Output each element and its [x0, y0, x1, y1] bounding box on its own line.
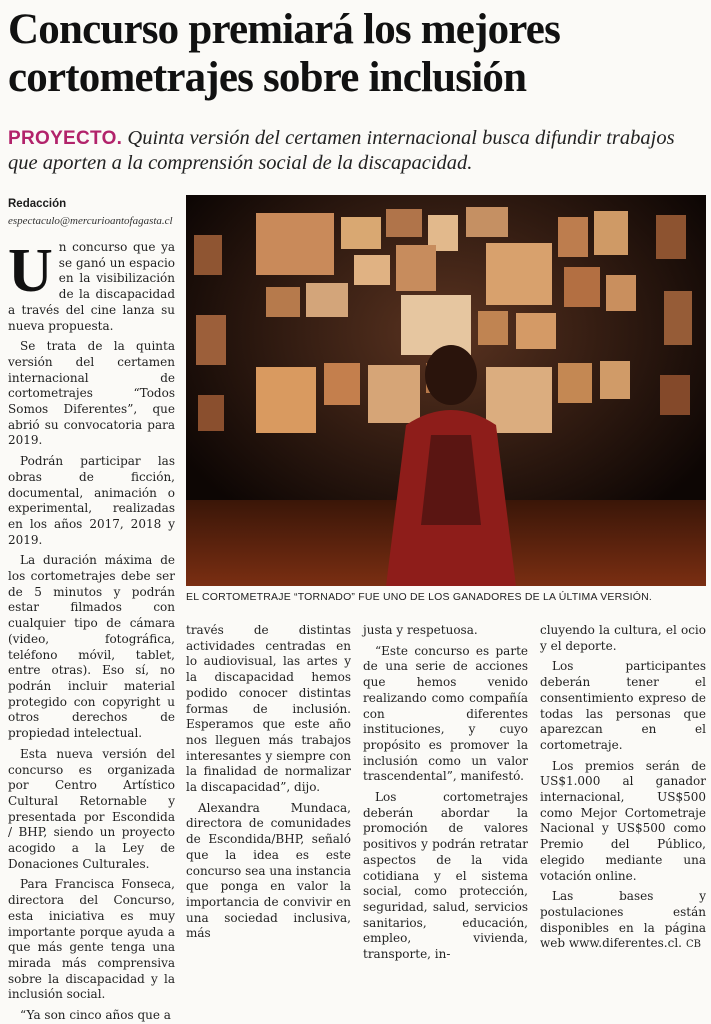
article-paragraph: Se trata de la quinta versión del certamen internacional de cortometrajes “Todos Somos Diferentes”, que abrió su convocatoria para 2019. [8, 339, 175, 448]
article-column-4 [540, 623, 706, 951]
article-paragraph: “Este concurso es parte de una serie de acciones que hemos venido realizando como compañía con diferentes instituciones, y cuyo propósito es promover la inclusión como un valor trascendental”, manifestó. [363, 643, 528, 784]
article-paragraph: Para Francisca Fonseca, directora del Concurso, esta iniciativa es muy importante porque ayuda a que más gente tenga una mirada más comprensiva sobre la discapacidad y la inclusión social. [8, 877, 175, 1002]
article-photo [186, 195, 706, 586]
photo-caption: EL CORTOMETRAJE “TORNADO” FUE UNO DE LOS GANADORES DE LA ÚLTIMA VERSIÓN. [186, 591, 652, 603]
standfirst-kicker: PROYECTO. [8, 128, 123, 149]
article-paragraph: Alexandra Mundaca, directora de comunidades de Escondida/BHP, señaló que la idea es este concurso sea una instancia que ponga en valor la importancia de convivir en una sociedad inclusiva, más [186, 800, 351, 941]
article-paragraph: Esta nueva versión del concurso es organizada por Centro Artístico Cultural Retornable y presentada por Escondida / BHP, siendo un proyecto acogido a la Ley de Donaciones Culturales. [8, 746, 175, 871]
byline: Redacción [8, 198, 67, 210]
paragraph-text: n concurso que ya se ganó un espacio en la visibilización de la discapacidad a través del cine lanza su nueva propuesta. [8, 240, 175, 333]
article-paragraph: justa y respetuosa. [363, 623, 478, 637]
article-paragraph [8, 237, 175, 334]
article-paragraph: cluyendo la cultura, el ocio y el deporte. [540, 623, 706, 653]
article-column-3 [363, 623, 528, 962]
article-paragraph: Los participantes deberán tener el consentimiento expreso de todas las personas que aparezcan en el cortometraje. [540, 659, 706, 752]
article-paragraph: través de distintas actividades centradas en lo audiovisual, las artes y la discapacidad hemos podido conocer distintas formas de inclusión. Esperamos que este año nos lleguen más trabajos interesantes y siempre con la finalidad de normalizar la discapacidad”, dijo. [186, 623, 351, 795]
article-paragraph: Podrán participar las obras de ficción, documental, animación o experimental, realizadas en los años 2017, 2018 y 2019. [8, 454, 175, 547]
article-column-2 [186, 623, 351, 941]
standfirst [8, 126, 708, 176]
drop-cap: U [8, 237, 53, 305]
article-paragraph [540, 889, 706, 953]
end-mark: CB [685, 939, 701, 951]
article-column-1 [8, 237, 175, 1023]
article-paragraph: La duración máxima de los cortometrajes debe ser de 5 minutos y podrán estar filmados con cualquier tipo de cámara (video, fotográfica, teléfono móvil, tablet, entre otras). Eso sí, no podrán incluir material protegido con copyright u otros derechos de propiedad intelectual. [8, 553, 175, 741]
article-paragraph: Los premios serán de US$1.000 al ganador internacional, US$500 como Mejor Cortometraje Nacional y US$500 como Premio del Público, elegido mediante una votación online. [540, 758, 706, 883]
paragraph-text: Las bases y postulaciones están disponibles en la página web www.diferentes.cl. [540, 889, 706, 951]
headline: Concurso premiará los mejores cortometrajes sobre inclusión [8, 6, 561, 101]
article-paragraph: Los cortometrajes deberán abordar la promoción de valores positivos y podrán retratar aspectos de la vida cotidiana y el sistema social, como protección, seguridad, salud, servicios sanitarios, educación, empleo, vivienda, transporte, in- [363, 790, 528, 962]
article-paragraph: “Ya son cinco años que a [20, 1008, 171, 1023]
author-email: espectaculo@mercurioantofagasta.cl [8, 215, 173, 227]
standfirst-text: Quinta versión del certamen internacional busca difundir trabajos que aporten a la comprensión social de la discapacidad. [8, 127, 675, 174]
photo-illustration [186, 195, 706, 586]
